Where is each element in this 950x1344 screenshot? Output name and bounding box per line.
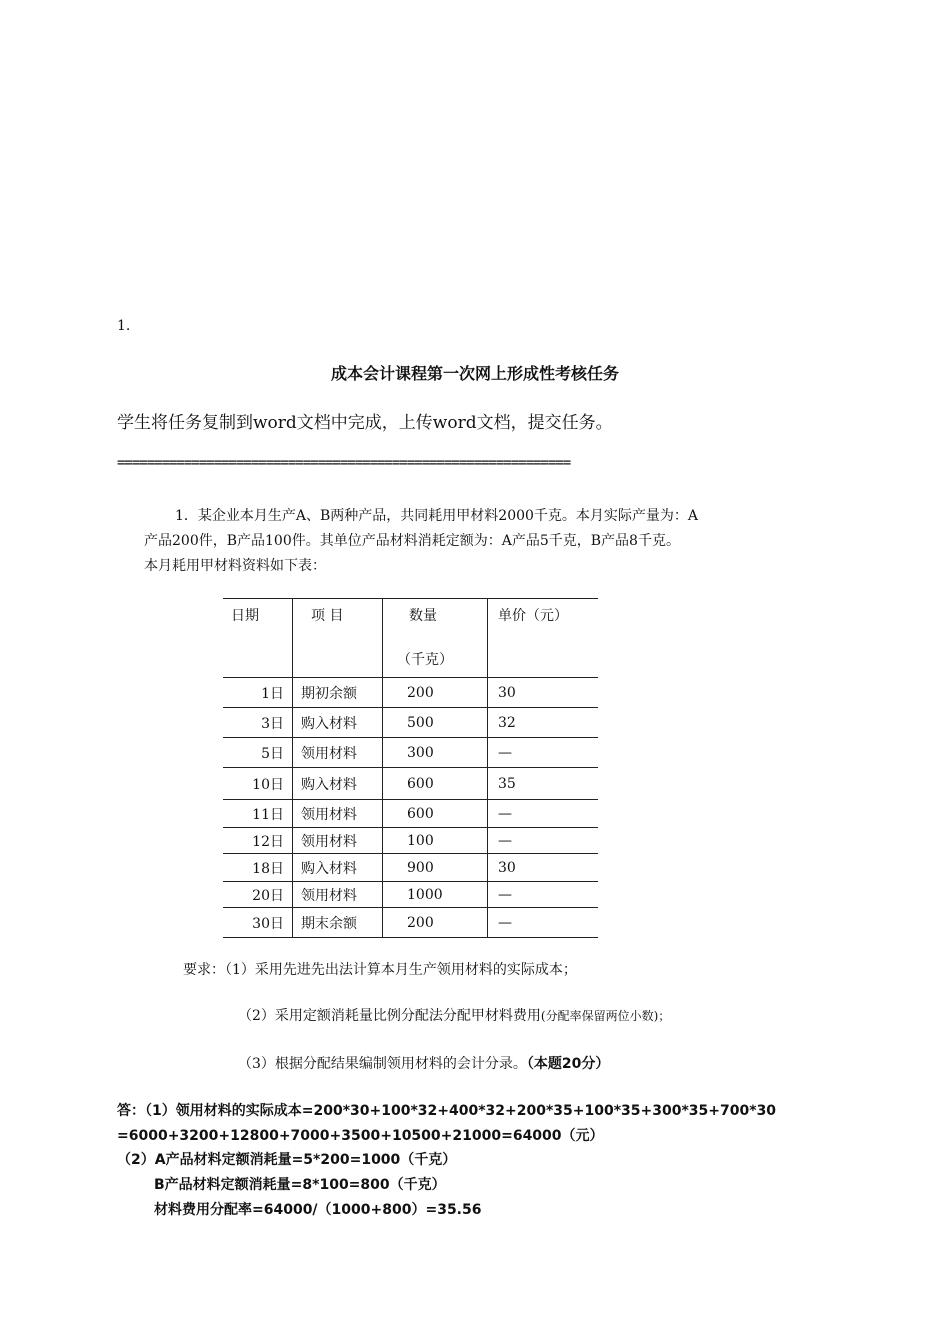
table-row — [223, 854, 598, 882]
cell-qty: 1000 — [383, 882, 488, 908]
question-line-1: 1．某企业本月生产A、B两种产品，共同耗用甲材料2000千克。本月实际产量为：A — [175, 508, 699, 524]
cell-price: 35 — [488, 768, 599, 800]
answer-line-5: 材料费用分配率=64000/（1000+800）=35.56 — [154, 1202, 482, 1218]
divider-line: ============================================================= — [117, 455, 571, 471]
cell-item: 领用材料 — [293, 738, 383, 768]
page-title: 成本会计课程第一次网上形成性考核任务 — [330, 364, 619, 383]
cell-qty: 200 — [383, 908, 488, 938]
cell-price: 30 — [488, 854, 599, 882]
cell-qty: 500 — [383, 708, 488, 738]
cell-date: 1日 — [223, 678, 293, 708]
cell-item: 领用材料 — [293, 882, 383, 908]
table-row — [223, 768, 598, 800]
requirement-3 — [238, 1053, 609, 1073]
cell-item: 领用材料 — [293, 800, 383, 828]
table-row — [223, 828, 598, 854]
answer-line-2: =6000+3200+12800+7000+3500+10500+21000=64000（元） — [117, 1128, 604, 1144]
cell-price: — — [488, 882, 599, 908]
cell-item: 领用材料 — [293, 828, 383, 854]
cell-qty: 200 — [383, 678, 488, 708]
cell-price: — — [488, 800, 599, 828]
header-qty — [383, 599, 488, 678]
table-row — [223, 908, 598, 938]
cell-price: 32 — [488, 708, 599, 738]
header-price: 单价（元） — [488, 599, 599, 678]
requirement-2-main: （2）采用定额消耗量比例分配法分配甲材料费用 — [238, 1008, 541, 1024]
table-header-row — [223, 599, 598, 678]
cell-item: 购入材料 — [293, 768, 383, 800]
header-item: 项 目 — [293, 599, 383, 678]
cell-date: 5日 — [223, 738, 293, 768]
cell-item: 购入材料 — [293, 708, 383, 738]
material-table — [223, 598, 598, 938]
cell-item: 购入材料 — [293, 854, 383, 882]
cell-qty: 100 — [383, 828, 488, 854]
requirement-1: 要求：（1）采用先进先出法计算本月生产领用材料的实际成本； — [183, 962, 577, 978]
cell-qty: 300 — [383, 738, 488, 768]
question-line-3: 本月耗用甲材料资料如下表： — [144, 558, 326, 574]
table-row — [223, 800, 598, 828]
cell-date: 20日 — [223, 882, 293, 908]
table-row — [223, 882, 598, 908]
cell-qty: 900 — [383, 854, 488, 882]
requirement-3-score: （本题20分） — [526, 1056, 610, 1072]
cell-date: 10日 — [223, 768, 293, 800]
requirement-3-main: （3）根据分配结果编制领用材料的会计分录。 — [238, 1056, 527, 1072]
cell-qty: 600 — [383, 768, 488, 800]
cell-item: 期初余额 — [293, 678, 383, 708]
cell-price: — — [488, 908, 599, 938]
instruction-text: 学生将任务复制到word文档中完成，上传word文档，提交任务。 — [117, 413, 613, 433]
answer-line-4: B产品材料定额消耗量=8*100=800（千克） — [154, 1177, 446, 1193]
cell-date: 30日 — [223, 908, 293, 938]
answer-line-1: 答：（1）领用材料的实际成本=200*30+100*32+400*32+200*35+100*35+300*35+700*30 — [117, 1103, 777, 1119]
table-row — [223, 678, 598, 708]
answer-line-3: （2）A产品材料定额消耗量=5*200=1000（千克） — [117, 1152, 457, 1168]
cell-date: 12日 — [223, 828, 293, 854]
cell-item: 期末余额 — [293, 908, 383, 938]
requirement-2-note: (分配率保留两位小数)； — [540, 1009, 671, 1023]
page-number: 1. — [117, 318, 131, 334]
requirement-2 — [238, 1005, 670, 1025]
cell-date: 18日 — [223, 854, 293, 882]
cell-date: 3日 — [223, 708, 293, 738]
header-qty-unit: （千克） — [397, 652, 453, 668]
table-row — [223, 708, 598, 738]
cell-price: — — [488, 828, 599, 854]
cell-qty: 600 — [383, 800, 488, 828]
table-row — [223, 738, 598, 768]
cell-price: — — [488, 738, 599, 768]
cell-price: 30 — [488, 678, 599, 708]
header-date: 日期 — [223, 599, 293, 678]
question-line-2: 产品200件，B产品100件。其单位产品材料消耗定额为：A产品5千克，B产品8千克。 — [144, 533, 680, 549]
header-qty-label: 数量 — [409, 608, 437, 624]
cell-date: 11日 — [223, 800, 293, 828]
